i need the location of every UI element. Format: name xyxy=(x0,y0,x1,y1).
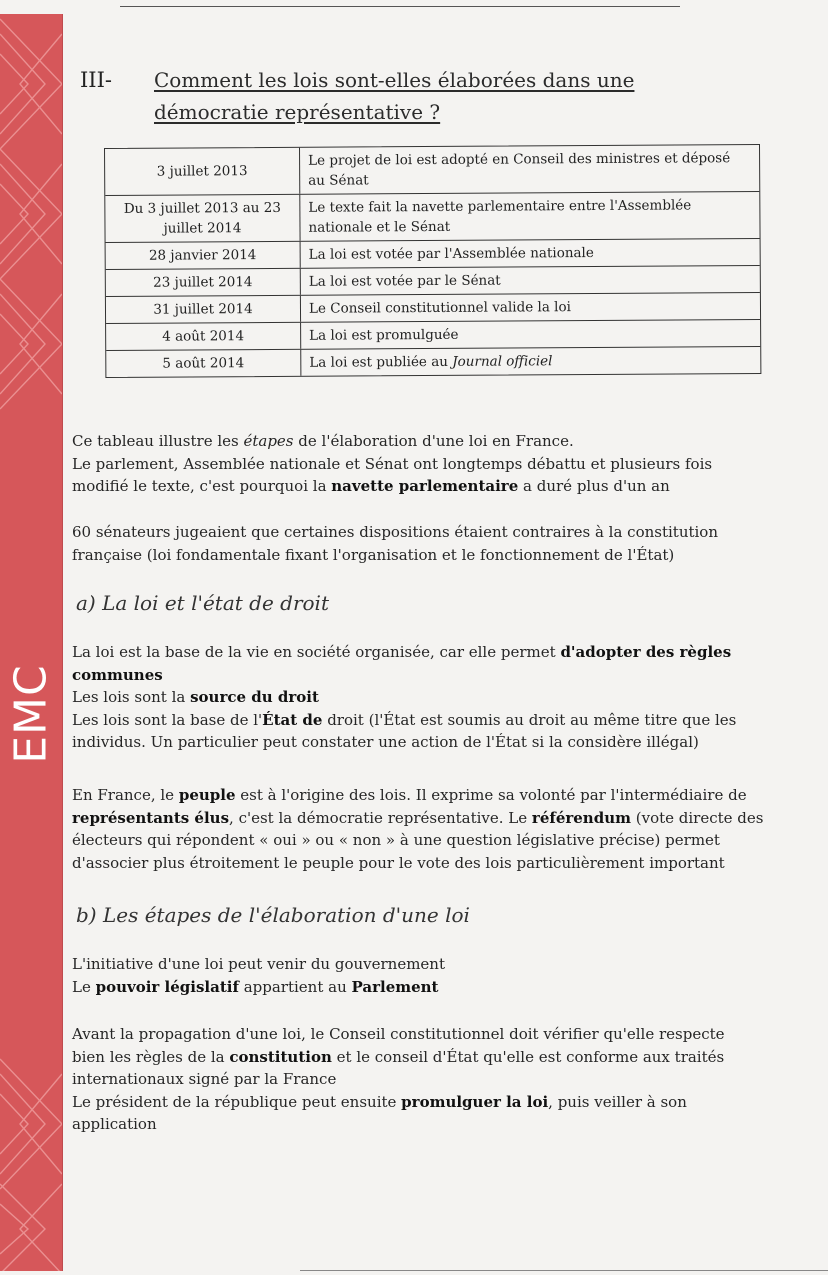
emphasis: étapes xyxy=(243,432,294,450)
text: Le parlement, Assemblée nationale et Sénat ont longtemps débattu et plusieurs fois xyxy=(72,454,713,473)
text: d'associer plus étroitement le peuple pour le vote des lois particulièrement important xyxy=(72,853,725,872)
intro-paragraph xyxy=(72,430,792,498)
keyword: représentants élus xyxy=(72,808,230,827)
text: internationaux signé par la France xyxy=(72,1070,337,1088)
text: Les lois sont la base de l' xyxy=(72,710,263,729)
keyword: communes xyxy=(72,665,163,684)
part-a-paragraph-1 xyxy=(72,641,792,754)
text: Ce tableau illustre les xyxy=(72,432,244,450)
section-title xyxy=(154,64,714,128)
text: L'initiative d'une loi peut venir du gouvernement xyxy=(72,955,445,973)
text: (vote directe des xyxy=(630,808,764,827)
text: modifié le texte, c'est pourquoi la xyxy=(72,477,332,495)
journal-name: Journal officiel xyxy=(452,353,553,370)
table-row xyxy=(105,145,759,196)
text: , puis veiller à son xyxy=(548,1092,687,1111)
table-row xyxy=(106,239,760,270)
keyword: source du droit xyxy=(190,688,319,706)
row-date: Du 3 juillet 2013 au 23 juillet 2014 xyxy=(105,195,300,242)
keyword: pouvoir législatif xyxy=(95,977,239,996)
keyword: navette parlementaire xyxy=(331,477,519,495)
text: de l'élaboration d'une loi en France. xyxy=(293,432,574,450)
table-row xyxy=(106,320,760,351)
row-date: 28 janvier 2014 xyxy=(106,242,301,269)
part-a-paragraph-2 xyxy=(72,784,792,874)
text: application xyxy=(72,1115,157,1133)
text: Le xyxy=(72,977,96,996)
part-b-paragraph-2 xyxy=(72,1023,792,1136)
keyword: Parlement xyxy=(351,977,439,996)
timeline-table xyxy=(104,144,761,378)
top-edge-line xyxy=(120,6,680,7)
table-row xyxy=(106,347,760,377)
text: Avant la propagation d'une loi, le Conseil constitutionnel doit vérifier qu'elle respecte xyxy=(72,1025,725,1043)
text: , c'est la démocratie représentative. Le xyxy=(229,808,532,827)
row-event: La loi est votée par l'Assemblée nationale xyxy=(308,245,594,263)
row-date: 3 juillet 2013 xyxy=(105,148,300,195)
text: électeurs qui répondent « oui » ou « non » à une question législative précise) permet xyxy=(72,831,720,849)
text: En France, le xyxy=(72,786,179,804)
table-row xyxy=(106,293,760,324)
text: Le président de la république peut ensuite xyxy=(72,1092,402,1111)
text: appartient au xyxy=(238,977,352,996)
row-event: La loi est promulguée xyxy=(309,326,459,344)
row-event: Le texte fait la navette parlementaire entre l'Assemblée nationale et le Sénat xyxy=(308,197,692,236)
keyword: État de xyxy=(262,710,323,729)
table-row xyxy=(106,266,760,297)
text: a duré plus d'un an xyxy=(518,477,670,495)
keyword: référendum xyxy=(531,808,631,827)
text: est à l'origine des lois. Il exprime sa volonté par l'intermédiaire de xyxy=(235,786,747,804)
row-event: Le Conseil constitutionnel valide la loi xyxy=(308,299,571,317)
bottom-edge-line xyxy=(300,1270,828,1271)
text: droit (l'État est soumis au droit au même titre que les xyxy=(322,710,737,729)
subheading-a: a) La loi et l'état de droit xyxy=(76,591,329,615)
text: Les lois sont la xyxy=(72,688,191,706)
row-event xyxy=(301,347,760,376)
text: bien les règles de la xyxy=(72,1047,230,1066)
text: et le conseil d'État qu'elle est conforme aux traités xyxy=(331,1047,725,1066)
row-date: 4 août 2014 xyxy=(106,323,301,350)
subject-band xyxy=(0,14,63,1271)
subheading-b: b) Les étapes de l'élaboration d'une loi xyxy=(76,903,470,927)
section-number: III- xyxy=(80,68,112,92)
row-date: 5 août 2014 xyxy=(106,350,301,377)
row-date: 23 juillet 2014 xyxy=(106,269,301,296)
text: 60 sénateurs jugeaient que certaines dispositions étaient contraires à la constitution xyxy=(72,523,718,541)
band-pattern xyxy=(0,14,62,1271)
text: individus. Un particulier peut constater une action de l'État si la considère illégal) xyxy=(72,733,699,751)
part-b-paragraph-1 xyxy=(72,953,792,998)
keyword: peuple xyxy=(178,786,236,804)
row-date: 31 juillet 2014 xyxy=(106,296,301,323)
event-text: La loi est publiée au xyxy=(309,353,453,371)
row-event: La loi est votée par le Sénat xyxy=(308,272,501,290)
subject-label: EMC xyxy=(5,664,57,764)
text: française (loi fondamentale fixant l'organisation et le fonctionnement de l'État) xyxy=(72,545,675,564)
keyword: d'adopter des règles xyxy=(560,643,732,661)
keyword: promulguer la loi xyxy=(401,1092,549,1111)
text: La loi est la base de la vie en société organisée, car elle permet xyxy=(72,643,561,661)
section-title-text: Comment les lois sont-elles élaborées dans une démocratie représentative ? xyxy=(154,68,635,124)
table-row xyxy=(105,192,759,243)
keyword: constitution xyxy=(229,1047,332,1066)
senators-paragraph xyxy=(72,521,792,566)
row-event: Le projet de loi est adopté en Conseil des ministres et déposé au Sénat xyxy=(308,150,731,189)
